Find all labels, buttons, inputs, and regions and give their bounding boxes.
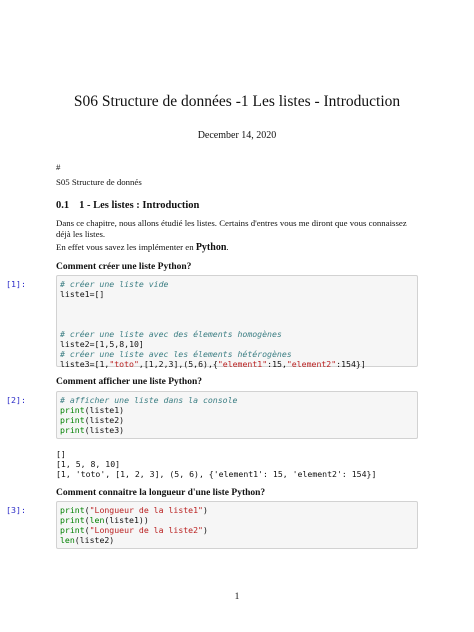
cell-prompt-2: [2]:	[6, 395, 26, 405]
code-line	[60, 395, 414, 405]
code-cell-3[interactable]	[56, 501, 418, 549]
python-paragraph-bold: Python	[195, 242, 227, 253]
cell-output-2	[56, 449, 376, 479]
heading-list-length: Comment connaitre la longueur d'une liste Python?	[56, 488, 266, 498]
code-line	[60, 329, 414, 339]
code-comment: # afficher une liste dans la console	[60, 395, 238, 405]
heading-display-list: Comment afficher une liste Python?	[56, 377, 203, 387]
cell-prompt-1: [1]:	[6, 279, 26, 289]
heading-create-list: Comment créer une liste Python?	[56, 262, 192, 272]
code-line: print(len(liste1))	[60, 515, 149, 525]
code-line: print(liste3)	[60, 425, 125, 435]
hash-mark: #	[56, 162, 61, 172]
code-line: print(liste1)	[60, 405, 125, 415]
code-line: liste1=[]	[60, 289, 105, 299]
section-title: 1 - Les listes : Introduction	[79, 200, 200, 211]
code-line	[60, 279, 414, 289]
output-line: [1, 5, 8, 10]	[56, 459, 121, 469]
document-subtitle: S05 Structure de donnés	[56, 177, 142, 187]
python-paragraph	[56, 242, 229, 253]
code-line: print(liste2)	[60, 415, 125, 425]
python-paragraph-prefix: En effet vous savez les implémenter en	[56, 242, 196, 252]
code-line: print("Longueur de la liste1")	[60, 505, 208, 515]
code-cell-2[interactable]	[56, 391, 418, 439]
output-line: []	[56, 449, 66, 459]
output-line: [1, 'toto', [1, 2, 3], (5, 6), {'element1': 15, 'element2': 154}]	[56, 469, 377, 479]
code-line: liste3=[1,"toto",[1,2,3],(5,6),{"element1":15,"element2":154}]	[60, 359, 366, 369]
code-cell-1[interactable]	[56, 275, 418, 367]
document-date: December 14, 2020	[197, 130, 277, 141]
code-line: print("Longueur de la liste2")	[60, 525, 208, 535]
cell-prompt-3: [3]:	[6, 505, 26, 515]
page-number: 1	[234, 592, 240, 602]
code-comment: # créer une liste avec des élements homogènes	[60, 329, 282, 339]
section-number: 0.1	[56, 200, 70, 211]
intro-paragraph: Dans ce chapitre, nous allons étudié les listes. Certains d'entres vous me diront que vous connaissez déjà les listes.	[56, 218, 407, 239]
code-comment: # créer une liste vide	[60, 279, 169, 289]
code-line: liste2=[1,5,8,10]	[60, 339, 144, 349]
section-heading	[56, 199, 199, 212]
python-paragraph-suffix: .	[226, 242, 229, 252]
code-line: len(liste2)	[60, 535, 115, 545]
code-line	[60, 349, 414, 359]
page-title: S06 Structure de données -1 Les listes - Introduction	[73, 93, 401, 110]
code-comment: # créer une liste avec les élements hétérogènes	[60, 349, 292, 359]
